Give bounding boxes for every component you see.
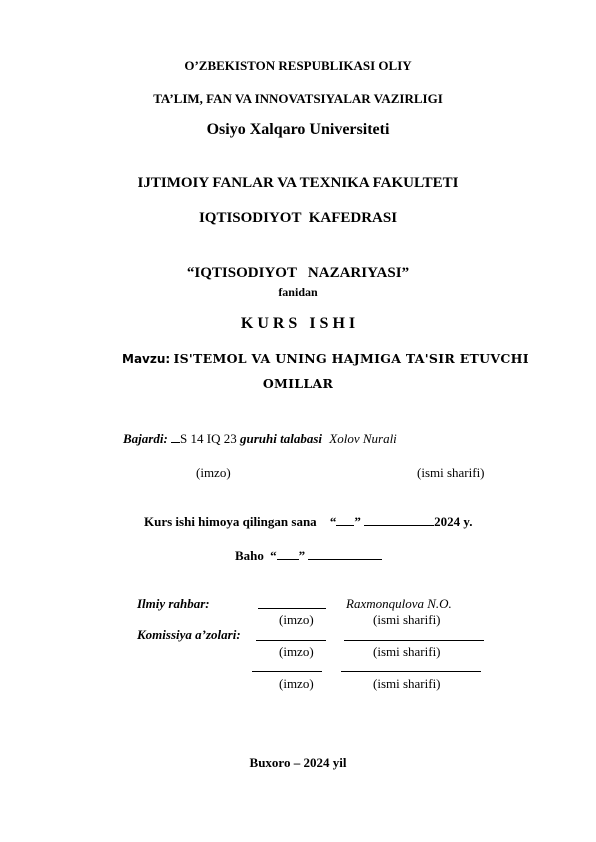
supervisor-name: Raxmonqulova N.O. <box>346 596 452 611</box>
ministry-line-1: O’ZBEKISTON RESPUBLIKASI OLIY <box>184 58 412 73</box>
commission-name-caption-2: (ismi sharifi) <box>373 676 441 691</box>
topic-line-1 <box>122 351 529 367</box>
supervisor-name-caption: (ismi sharifi) <box>373 612 441 627</box>
commission-sign-caption-1: (imzo) <box>279 644 314 659</box>
supervisor-sign-line <box>258 608 326 609</box>
defense-quote-open: “ <box>329 514 337 529</box>
place-date: Buxoro – 2024 yil <box>249 755 347 770</box>
supervisor-label: Ilmiy rahbar: <box>137 596 210 611</box>
defense-date-line <box>144 513 472 530</box>
topic-text-2: OMILLAR <box>262 376 334 391</box>
grade-score-blank <box>277 547 299 560</box>
author-sign-caption: (imzo) <box>196 465 231 480</box>
topic-label: Mavzu: <box>122 352 171 366</box>
author-name-caption: (ismi sharifi) <box>417 465 485 480</box>
faculty-name: IJTIMOIY FANLAR VA TEXNIKA FAKULTETI <box>137 175 459 191</box>
supervisor-sign-caption: (imzo) <box>279 612 314 627</box>
defense-day-blank <box>336 513 354 526</box>
author-group-suffix: guruhi talabasi <box>240 431 323 446</box>
grade-text-blank <box>308 547 382 560</box>
grade-label: Baho <box>235 548 264 563</box>
defense-year: 2024 y. <box>434 514 473 529</box>
department-name: IQTISODIYOT KAFEDRASI <box>198 210 398 226</box>
defense-month-blank <box>364 513 434 526</box>
document-type: K U R S I S H I <box>240 315 356 332</box>
ministry-line-2: TA’LIM, FAN VA INNOVATSIYALAR VAZIRLIGI <box>153 91 443 106</box>
author-group: S 14 IQ 23 <box>180 431 237 446</box>
commission-label: Komissiya a’zolari: <box>137 627 241 642</box>
defense-quote-close: ” <box>354 514 361 529</box>
author-label: Bajardi: <box>123 431 168 446</box>
author-name: Xolov Nurali <box>329 431 397 446</box>
grade-line <box>235 547 382 564</box>
subject-suffix: fanidan <box>278 285 318 299</box>
commission-sign-line-1 <box>256 640 326 641</box>
commission-name-line-2 <box>341 671 481 672</box>
topic-text-1: IS'TEMOL VA UNING HAJMIGA TA'SIR ETUVCHI <box>173 351 529 366</box>
subject-title: “IQTISODIYOT NAZARIYASI” <box>186 265 410 281</box>
commission-sign-line-2 <box>252 671 322 672</box>
author-underline <box>171 432 180 443</box>
commission-sign-caption-2: (imzo) <box>279 676 314 691</box>
commission-name-caption-1: (ismi sharifi) <box>373 644 441 659</box>
university-name: Osiyo Xalqaro Universiteti <box>206 121 390 138</box>
defense-label: Kurs ishi himoya qilingan sana <box>144 514 317 529</box>
commission-name-line-1 <box>344 640 484 641</box>
author-line <box>123 431 397 447</box>
grade-quote-close: ” <box>298 548 306 563</box>
grade-quote-open: “ <box>270 548 277 563</box>
